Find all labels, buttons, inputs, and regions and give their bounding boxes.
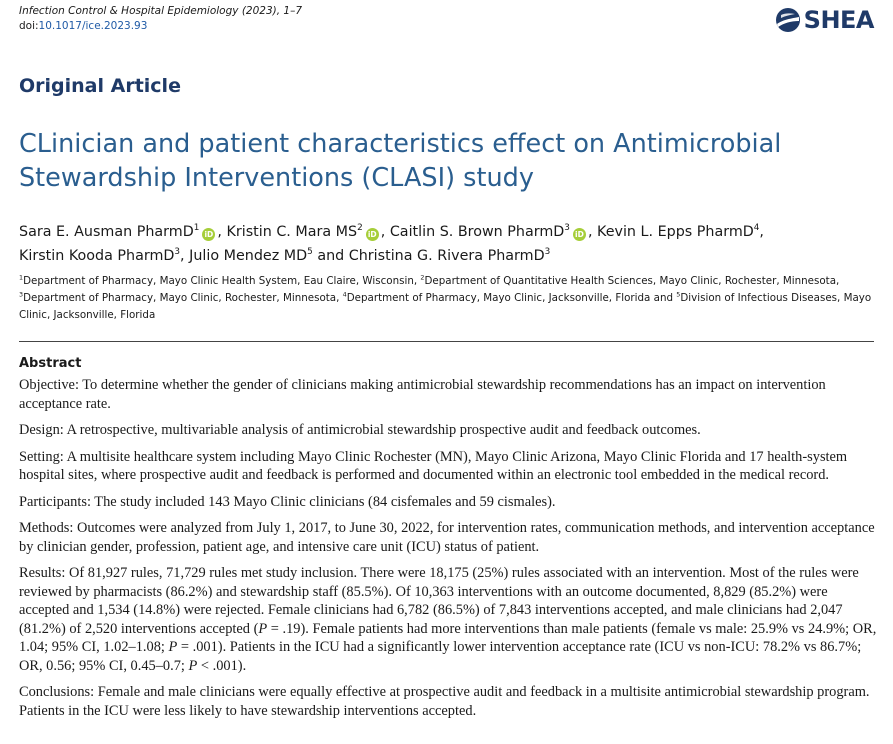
results-text: = .001). Patients in the ICU had a significantly lower intervention acceptance rate (ICU vs non-ICU: 78.2% vs 86.7%; OR, 0.56; 95% CI, 0.45–0.7; (19, 639, 862, 674)
doi-link[interactable]: 10.1017/ice.2023.93 (38, 20, 148, 32)
affil-sup: 2 (420, 273, 425, 282)
results-text: Results: Of 81,927 rules, 71,729 rules met study inclusion. There were 18,175 (25%) rules associated with an intervention. Most of the rules were reviewed by pharmacists (86.2%) and stewardship staff (85.5%). Of 10,363 interventions with an outcome documented, 8,829 (85.2%) were accepted and 1,534 (14.8%) were rejected. Female clinicians had 6,782 (86.5%) of 7,843 interventions accepted, and male clinicians had 2,047 (81.2%) of 2,520 interventions accepted ( (19, 565, 859, 637)
shea-logo[interactable] (775, 7, 874, 33)
author-affil-sup: 3 (544, 247, 551, 258)
abstract-heading: Abstract (19, 356, 82, 371)
results-text: = .19). Female patients had more interventions than male patients (female vs male: 25.9% vs 24.9%; OR, 1.04; 95% CI, 1.02–1.08; (19, 620, 877, 655)
p-value-symbol: P (188, 657, 198, 674)
author-name[interactable]: Caitlin S. Brown PharmD (389, 224, 565, 240)
author-name[interactable]: Kirstin Kooda PharmD (19, 248, 175, 264)
author-affil-sup: 1 (193, 223, 200, 234)
author-affil-sup: 4 (753, 223, 760, 234)
affil-text: Division of Infectious Diseases, Mayo Clinic, Jacksonville, Florida (19, 292, 872, 321)
abstract-methods: Methods: Outcomes were analyzed from July 1, 2017, to June 30, 2022, for intervention rates, communication methods, and intervention acceptance by clinician gender, profession, patient age, and intensive care unit (ICU) status of patient. (19, 520, 875, 555)
section-divider (19, 341, 874, 342)
affil-sup: 4 (342, 290, 347, 299)
abstract-conclusions: Conclusions: Female and male clinicians were equally effective at prospective audit and feedback in a multisite antimicrobial stewardship program. Patients in the ICU were less likely to have stewardship interventions accepted. (19, 684, 870, 719)
journal-header (19, 4, 302, 34)
author-list: Sara E. Ausman PharmD$^1$iD , Kristin C. Mara $MS^2iD$ , Caitlin S. Brown PharmD$^3$iD , Kevin L. Epps PharmD$^4$, Kirstin Kooda PharmD$^3$, Julio Mendez $MD^5$ and Christina G. Rivera PharmD$^3$ (19, 223, 764, 264)
abstract-design: Design: A retrospective, multivariable analysis of antimicrobial stewardship prospective audit and feedback outcomes. (19, 422, 701, 438)
abstract-participants: Participants: The study included 143 Mayo Clinic clinicians (84 cisfemales and 59 cismales). (19, 493, 556, 510)
results-text: < .001). (197, 657, 247, 674)
journal-citation: Infection Control & Hospital Epidemiology (2023), 1–7 (19, 5, 303, 17)
shea-logo-text: SHEA (803, 6, 874, 34)
abstract-objective: Objective: To determine whether the gender of clinicians making antimicrobial stewardship recommendations has an impact on intervention acceptance rate. (19, 377, 826, 412)
author-name[interactable]: Kristin C. Mara MS (226, 224, 358, 240)
author-affil-sup: 2 (357, 223, 363, 234)
doi-prefix: doi: (19, 20, 39, 32)
author-affil-sup: 5 (307, 247, 313, 258)
affil-sup: 5 (676, 290, 681, 299)
author-name[interactable]: Kevin L. Epps PharmD (597, 224, 754, 240)
author-name[interactable]: Christina G. Rivera PharmD (348, 248, 545, 264)
orcid-icon[interactable]: iD (366, 228, 379, 241)
article-title: CLinician and patient characteristics effect on Antimicrobial Stewardship Interventions (CLASI) study (19, 129, 782, 193)
abstract-setting: Setting: A multisite healthcare system including Mayo Clinic Rochester (MN), Mayo Clinic Arizona, Mayo Clinic Florida and 17 health-system hospital sites, where prospective audit and feedback is performed and documented within an electronic tool embedded in the medical record. (19, 448, 848, 483)
author-name[interactable]: Julio Mendez MD (189, 248, 308, 264)
affil-text: Department of Quantitative Health Sciences, Mayo Clinic, Rochester, Minnesota, (424, 275, 840, 287)
orcid-icon[interactable]: iD (573, 228, 586, 241)
affiliations (19, 273, 879, 324)
author-affil-sup: 3 (174, 247, 181, 258)
p-value-symbol: P (258, 620, 268, 637)
author-name[interactable]: Sara E. Ausman PharmD (19, 224, 194, 240)
abstract-results (19, 564, 877, 675)
affil-text: Department of Pharmacy, Mayo Clinic, Jacksonville, Florida and (346, 292, 677, 304)
author-affil-sup: 3 (564, 223, 570, 234)
abstract-section (19, 354, 877, 728)
affil-sup: 1 (19, 273, 24, 282)
orcid-icon[interactable]: iD (202, 228, 215, 241)
author-conjunction: and (317, 248, 345, 264)
p-value-symbol: P (168, 639, 178, 655)
affil-sup: 3 (19, 290, 24, 299)
affil-text: Department of Pharmacy, Mayo Clinic Health System, Eau Claire, Wisconsin, (23, 275, 421, 287)
affil-text: Department of Pharmacy, Mayo Clinic, Rochester, Minnesota, (23, 292, 343, 304)
shea-logo-icon (775, 7, 801, 33)
article-type: Original Article (19, 75, 181, 97)
doi-line (19, 19, 302, 34)
